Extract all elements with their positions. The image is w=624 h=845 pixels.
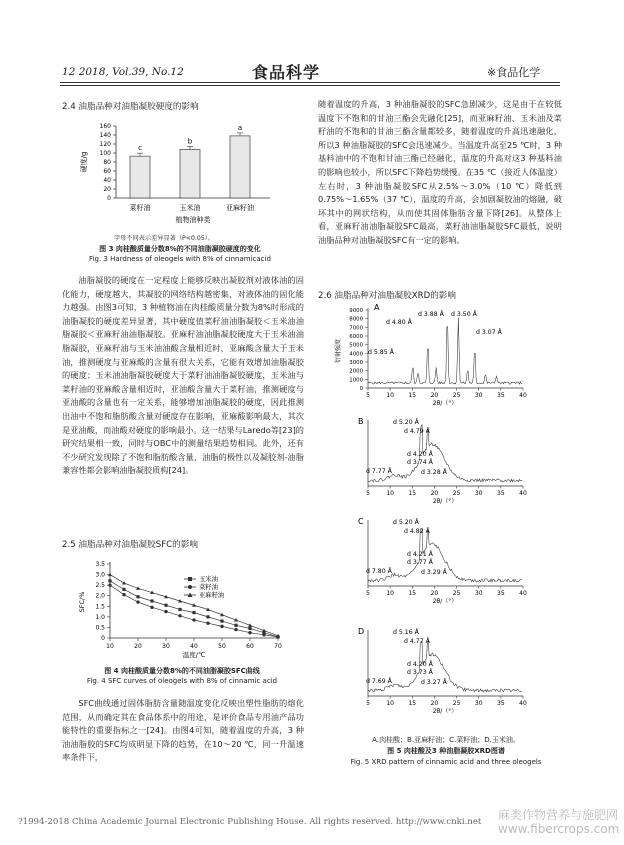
x-tick-label: 15 bbox=[408, 490, 417, 497]
peak-label: d 7.80 Å bbox=[366, 568, 392, 575]
y-tick-label: 0 bbox=[107, 195, 111, 202]
data-point bbox=[122, 593, 125, 596]
data-point bbox=[248, 631, 251, 634]
data-point bbox=[136, 600, 139, 603]
x-tick-label: 40 bbox=[519, 490, 527, 497]
x-tick-label: 5 bbox=[366, 590, 370, 597]
y-tick-label: 3000 bbox=[349, 360, 363, 366]
header-rule-2 bbox=[60, 85, 560, 86]
data-point bbox=[206, 615, 209, 618]
xrd-panel-C bbox=[358, 517, 527, 605]
x-tick-label: 10 bbox=[386, 490, 394, 497]
x-tick-label: 15 bbox=[408, 392, 417, 399]
y-tick-label: 7000 bbox=[349, 325, 363, 332]
peak-label: d 3.74 Å bbox=[407, 459, 433, 466]
hardness-bar-chart bbox=[80, 118, 280, 226]
y-tick-label: 2.0 bbox=[95, 592, 105, 600]
y-tick-label: 140 bbox=[99, 132, 111, 139]
section-2-6-title: 2.6 油脂品种对油脂凝胶XRD的影响 bbox=[318, 291, 456, 301]
legend-item-rapeseed: 菜籽油 bbox=[199, 584, 218, 591]
y-tick-label: 120 bbox=[99, 141, 111, 148]
x-tick-label: 35 bbox=[497, 490, 505, 497]
x-tick-label: 10 bbox=[106, 643, 114, 650]
sfc-line-chart bbox=[76, 556, 286, 662]
x-tick-label: 30 bbox=[474, 392, 483, 399]
y-tick-label: 0 bbox=[359, 386, 363, 392]
y-tick-label: 3.0 bbox=[95, 571, 105, 579]
watermark-url: www.fibercrops.com bbox=[498, 822, 620, 836]
x-tick-label: 25 bbox=[452, 590, 461, 597]
x-axis-label: 2θ/（°） bbox=[432, 598, 458, 605]
data-point bbox=[164, 604, 167, 607]
xrd-patterns bbox=[330, 304, 550, 736]
fig5-caption-cn: 图 5 肉桂酸及3 种油脂凝胶XRD图谱 bbox=[387, 747, 505, 755]
xrd-panel-B bbox=[358, 417, 527, 505]
fig5-caption-en: Fig. 5 XRD pattern of cinnamic acid and three oleogels bbox=[350, 758, 542, 766]
x-tick-label: 25 bbox=[452, 392, 461, 399]
data-point bbox=[164, 610, 167, 613]
data-point bbox=[220, 619, 223, 622]
paragraph-hardness: 油脂凝胶的硬度在一定程度上能够反映出凝胶剂对液体油的固化能力，硬度越大，其凝胶的网络结构越密集，对液体油的固化能力越强。由图3可知，3 种植物油在肉桂酸质量分数为8%时形成的油脂凝胶的硬度差异显著，其中硬度值菜籽油油脂凝胶＜玉米油油脂凝胶＜亚麻籽油油脂凝胶。亚麻籽油油脂凝胶硬度大于玉米油油脂凝胶，亚麻籽油与玉米油油酸含量相近时，亚麻酸含量大于玉米油，推测硬度与亚麻酸的含量有很大关系，它能有效增加油脂凝胶的硬度；玉米油油脂凝胶硬度大于菜籽油油脂凝胶硬度，玉米油与菜籽油的亚麻酸含量相近时，亚油酸含量大于菜籽油，推测硬度与亚油酸的含量也有一定关系，能够增加油脂凝胶的硬度，因此推测出油中不饱和脂肪酸含量对硬度存在影响，亚麻酸影响最大，其次是亚油酸，而油酸对硬度的影响最小。这一结果与Laredo等[23]的研究结果相一致，同时与OBC中的测量结果趋势相同。此外，还有不少研究发现除了不饱和脂肪酸含量，油脂的极性以及凝胶剂-油脂兼容性都会影响油脂凝胶质构[24]。 bbox=[62, 275, 304, 476]
x-tick-label: 20 bbox=[430, 590, 439, 597]
data-point bbox=[122, 581, 126, 585]
fig3-caption-cn: 图 3 肉桂酸质量分数8%的不同油脂凝胶硬度的变化 bbox=[99, 245, 261, 253]
bar bbox=[130, 156, 150, 198]
x-tick-label: 15 bbox=[408, 700, 417, 707]
category-label: 亚麻籽油 bbox=[226, 204, 254, 212]
x-tick-label: 40 bbox=[190, 643, 198, 650]
fig4-caption-en: Fig. 4 SFC curves of oleogels with 8% of cinnamic acid bbox=[86, 677, 278, 685]
category-label: 玉米油 bbox=[179, 204, 201, 212]
x-axis-label: 温度/℃ bbox=[182, 651, 206, 659]
data-point bbox=[108, 579, 111, 582]
section-label: ※食品化学 bbox=[487, 66, 541, 79]
x-tick-label: 40 bbox=[519, 392, 527, 399]
y-tick-label: 1000 bbox=[349, 377, 363, 384]
x-tick-label: 20 bbox=[430, 490, 439, 497]
x-tick-label: 5 bbox=[366, 490, 370, 497]
peak-label: d 5.16 Å bbox=[393, 629, 419, 636]
y-tick-label: 8000 bbox=[349, 316, 363, 323]
significance-letter: b bbox=[187, 137, 193, 146]
y-tick-label: 3.5 bbox=[95, 561, 105, 568]
peak-label: d 5.20 Å bbox=[393, 519, 419, 526]
peak-label: d 3.73 Å bbox=[407, 669, 433, 676]
panel-letter: B bbox=[358, 417, 364, 426]
y-axis bbox=[100, 123, 116, 202]
data-point bbox=[192, 611, 195, 614]
paragraph-sfc-continued: 随着温度的升高，3 种油脂凝胶的SFC急剧减少，这是由于在较低温度下不饱和的甘油三酯会先融化[25]，而亚麻籽油、玉米油及菜籽油的不饱和的甘油三酯含量都较多，随着温度的升高迅速融化，所以3 种油脂凝胶的SFC会迅速减少。当温度升高至25 ℃时，3 种基料油中的不饱和甘油三酯已经融化，温度的升高对这3 种基料油的影响也较小，所以SFC下降趋势缓慢。在35 ℃（接近人体温度）左右时，3 种油脂凝胶SFC从2.5%～3.0%（10 ℃）降低到0.75%～1.65%（37 ℃），温度的升高，会加剧凝胶油的熔融，破坏其中的网状结构，从而使其固体脂肪含量下降[26]。从整体上看，亚麻籽油油脂凝胶SFC最高，菜籽油油脂凝胶SFC最低，说明油脂品种对油脂凝胶SFC有一定的影响。 bbox=[318, 99, 562, 245]
y-tick-label: 2000 bbox=[349, 368, 363, 375]
x-tick-label: 30 bbox=[162, 643, 170, 650]
xrd-panel-D bbox=[358, 627, 527, 715]
x-tick-label: 40 bbox=[519, 590, 527, 597]
y-tick-label: 9000 bbox=[349, 308, 363, 314]
significance-letter: a bbox=[237, 123, 243, 132]
data-point bbox=[178, 614, 181, 617]
x-tick-label: 25 bbox=[452, 700, 461, 707]
category-label: 菜籽油 bbox=[129, 204, 151, 212]
x-tick-label: 20 bbox=[430, 392, 439, 399]
x-tick-label: 50 bbox=[218, 643, 226, 650]
peak-label: d 7.69 Å bbox=[366, 678, 392, 685]
x-tick-label: 25 bbox=[452, 490, 461, 497]
y-tick-label: 6000 bbox=[349, 334, 363, 340]
peak-label: d 3.50 Å bbox=[451, 311, 477, 318]
panel-letter: A bbox=[374, 304, 380, 312]
data-point bbox=[150, 606, 153, 609]
x-axis-label: 2θ/（°） bbox=[432, 498, 458, 505]
x-tick-label: 10 bbox=[386, 392, 394, 399]
legend-item-linseed: 亚麻籽油 bbox=[199, 592, 225, 599]
y-axis-label: 衍射强度 bbox=[335, 338, 342, 364]
x-axis-label: 植物油种类 bbox=[175, 216, 211, 224]
y-tick-label: 80 bbox=[103, 159, 111, 166]
peak-label: d 4.80 Å bbox=[386, 319, 412, 326]
peak-label: d 4.77 Å bbox=[404, 638, 430, 645]
y-tick-label: 20 bbox=[103, 186, 111, 193]
peak-label: d 4.20 Å bbox=[407, 451, 433, 458]
bar bbox=[230, 136, 250, 198]
y-axis-label: 硬度/g bbox=[80, 151, 88, 173]
paragraph-sfc: SFC曲线通过固体脂肪含量随温度变化反映出塑性脂肪的熔化范围，从而确定其在食品体系中的用途，是评价食品专用油产品功能特性的重要指标之一[24]。由图4可知，随着温度的升高，3 种油油脂胶的SFC均成明显下降的趋势，在10～20 ℃，同一升温速率条件下， bbox=[62, 698, 304, 763]
peak-label: d 4.82 Å bbox=[404, 528, 430, 535]
data-point bbox=[136, 595, 139, 598]
fig4-caption-cn: 图 4 肉桂酸质量分数8%的不同油脂凝胶SFC曲线 bbox=[104, 667, 260, 675]
panel-letter: C bbox=[358, 517, 364, 526]
x-tick-label: 35 bbox=[497, 700, 505, 707]
watermark bbox=[498, 808, 619, 836]
data-point bbox=[178, 608, 181, 611]
y-tick-label: 160 bbox=[99, 123, 111, 130]
y-tick-label: 60 bbox=[103, 168, 111, 175]
x-tick-label: 10 bbox=[386, 700, 394, 707]
section-2-5-title: 2.5 油脂品种对油脂凝胶SFC的影响 bbox=[62, 540, 198, 550]
x-tick-label: 60 bbox=[246, 643, 254, 650]
y-tick-label: 5000 bbox=[349, 342, 363, 349]
journal-logo: 食品科学 bbox=[252, 63, 321, 82]
x-tick-label: 30 bbox=[474, 700, 483, 707]
peak-label: d 5.85 Å bbox=[368, 349, 394, 356]
x-tick-label: 40 bbox=[519, 700, 527, 707]
fig3-caption-en: Fig. 3 Hardness of oleogels with 8% of cinnamicacid bbox=[89, 255, 271, 263]
peak-label: d 4.20 Å bbox=[407, 661, 433, 668]
section-2-4-title: 2.4 油脂品种对油脂凝胶硬度的影响 bbox=[62, 102, 199, 112]
x-tick-label: 30 bbox=[474, 590, 483, 597]
fig3-note: 字母不同表示差异显著（P<0.05）。 bbox=[114, 235, 215, 242]
y-tick-label: 100 bbox=[99, 150, 111, 157]
legend bbox=[184, 574, 225, 599]
copyright-footer: ?1994-2018 China Academic Journal Electronic Publishing House. All rights reserved. http://www.cnki.net bbox=[18, 817, 482, 827]
peak-label: d 4.79 Å bbox=[404, 428, 430, 435]
data-point bbox=[248, 627, 251, 630]
significance-letter: c bbox=[138, 144, 142, 153]
peak-label: d 3.27 Å bbox=[421, 679, 447, 686]
data-point bbox=[122, 588, 125, 591]
y-tick-label: 0.5 bbox=[95, 624, 105, 632]
x-tick-label: 10 bbox=[386, 590, 394, 597]
peak-label: d 3.77 Å bbox=[407, 559, 433, 566]
journal-info: 12 2018, Vol.39, No.12 bbox=[62, 66, 184, 78]
x-tick-label: 70 bbox=[274, 643, 282, 650]
y-tick-label: 1.0 bbox=[95, 613, 105, 621]
xrd-panel-A bbox=[334, 304, 527, 407]
peak-label: d 3.29 Å bbox=[421, 569, 447, 576]
peak-label: d 3.28 Å bbox=[421, 469, 447, 476]
x-tick-label: 5 bbox=[366, 700, 370, 707]
x-axis-label: 2θ/（°） bbox=[432, 708, 458, 715]
x-tick-label: 35 bbox=[497, 590, 505, 597]
x-tick-label: 5 bbox=[366, 392, 370, 399]
header-rule bbox=[60, 82, 560, 83]
data-point bbox=[262, 633, 265, 636]
peak-label: d 3.88 Å bbox=[418, 311, 444, 318]
x-tick-label: 30 bbox=[474, 490, 483, 497]
sfc-series-line bbox=[110, 581, 278, 637]
y-tick-label: 40 bbox=[103, 177, 111, 184]
y-tick-label: 0 bbox=[101, 635, 105, 642]
data-point bbox=[220, 625, 223, 628]
y-tick-label: 1.5 bbox=[95, 603, 105, 611]
bar bbox=[180, 149, 200, 198]
panel-letter: D bbox=[358, 627, 365, 636]
data-point bbox=[234, 624, 237, 627]
data-point bbox=[234, 628, 237, 631]
y-axis-label: SFC/% bbox=[78, 591, 86, 613]
x-tick-label: 35 bbox=[497, 392, 505, 399]
watermark-cn: 麻类作物营养与施肥网 bbox=[498, 808, 619, 822]
peak-label: d 3.07 Å bbox=[476, 329, 502, 336]
fig5-legend-note: A.肉桂酸；B.亚麻籽油；C.菜籽油；D.玉米油。 bbox=[372, 736, 520, 744]
x-tick-label: 15 bbox=[408, 590, 417, 597]
data-point bbox=[192, 618, 195, 621]
x-axis-label: 2θ/（°） bbox=[432, 400, 458, 407]
x-tick-label: 20 bbox=[134, 643, 142, 650]
peak-label: d 7.77 Å bbox=[366, 468, 392, 475]
y-tick-label: 2.5 bbox=[95, 582, 105, 590]
legend-item-corn: 玉米油 bbox=[199, 576, 218, 583]
x-tick-label: 20 bbox=[430, 700, 439, 707]
peak-label: d 4.21 Å bbox=[407, 551, 433, 558]
data-point bbox=[150, 599, 153, 602]
peak-label: d 5.20 Å bbox=[393, 419, 419, 426]
y-tick-label: 4000 bbox=[349, 351, 363, 358]
data-point bbox=[108, 583, 111, 586]
data-point bbox=[206, 622, 209, 625]
